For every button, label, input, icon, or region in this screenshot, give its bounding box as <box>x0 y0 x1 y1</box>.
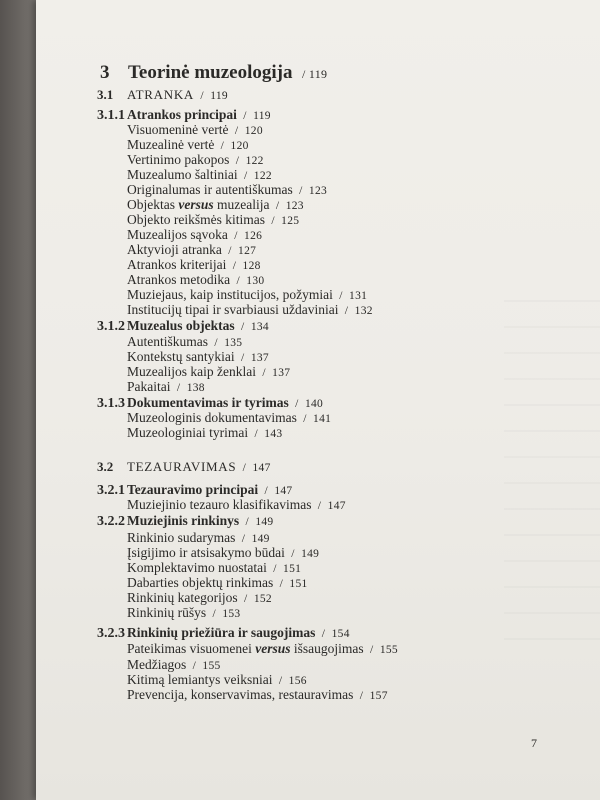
toc-entry <box>127 575 308 591</box>
toc-entry <box>127 137 249 153</box>
toc-entry <box>127 425 282 441</box>
entry-page: / 119 <box>194 90 228 102</box>
entry-number: 3.1.2 <box>97 319 125 334</box>
toc-entry <box>127 364 290 380</box>
toc-entry <box>127 641 398 657</box>
entry-page: / 155 <box>363 644 398 656</box>
entry-title: Muzealus objektas <box>127 318 235 333</box>
toc-entry <box>127 672 307 688</box>
toc-entry <box>127 182 327 198</box>
entry-title: ATRANKA <box>127 87 195 102</box>
show-through <box>504 300 600 660</box>
entry-title: Rinkinių kategorijos <box>127 590 238 605</box>
entry-page: / 147 <box>236 462 271 474</box>
toc-entry <box>127 657 221 673</box>
entry-page: / 140 <box>288 398 324 410</box>
entry-page: / 141 <box>296 413 332 425</box>
entry-page: / 149 <box>235 533 270 545</box>
entry-page: / 154 <box>315 628 350 640</box>
entry-title: Pateikimas visuomenei versus išsaugojimas <box>127 641 364 656</box>
toc-entry <box>127 530 270 546</box>
entry-page: / 131 <box>332 290 368 302</box>
entry-page: / 137 <box>234 352 269 364</box>
entry-number: 3.1.3 <box>97 396 125 411</box>
entry-title: Rinkinių rūšys <box>127 605 207 620</box>
entry-page: / 122 <box>237 170 272 182</box>
entry-page: / 132 <box>338 305 373 317</box>
toc-entry <box>97 513 274 530</box>
entry-title: Muzealumo šaltiniai <box>127 167 238 182</box>
entry-title: Pakaitai <box>127 379 171 394</box>
toc-entry <box>127 197 304 213</box>
toc-entry <box>127 122 263 138</box>
entry-title: Muziejinio tezauro klasifikavimas <box>127 497 312 512</box>
entry-title: Muzeologinis dokumentavimas <box>127 410 297 425</box>
entry-page: / 156 <box>272 675 307 687</box>
entry-title: Rinkinių priežiūra ir saugojimas <box>127 625 316 640</box>
entry-page: / 151 <box>273 578 308 590</box>
entry-page: / 137 <box>255 367 291 379</box>
entry-page: / 130 <box>230 275 265 287</box>
entry-page: / 149 <box>239 516 274 528</box>
entry-title: Institucijų tipai ir svarbiausi uždaviniai <box>127 302 339 317</box>
entry-title: Muzealinė vertė <box>127 137 215 152</box>
entry-title: Objekto reikšmės kitimas <box>127 212 265 227</box>
entry-page: / 126 <box>227 230 263 242</box>
entry-page: / 120 <box>214 140 249 152</box>
entry-page: / 151 <box>266 563 302 575</box>
toc-entry <box>127 590 272 606</box>
folio-number: 7 <box>531 736 537 750</box>
entry-page: / 155 <box>186 660 221 672</box>
entry-title: Dokumentavimas ir tyrimas <box>127 395 289 410</box>
entry-page: / 135 <box>208 337 243 349</box>
entry-title: Atrankos metodika <box>127 272 231 287</box>
toc-entry <box>127 349 269 365</box>
entry-title: Komplektavimo nuostatai <box>127 560 267 575</box>
entry-title: Autentiškumas <box>127 334 208 349</box>
toc-entry <box>127 287 367 303</box>
background-left <box>0 0 40 800</box>
toc-entry <box>127 497 346 513</box>
toc-entry <box>97 87 228 103</box>
entry-number: 3.2.2 <box>97 514 125 529</box>
toc-entry <box>127 410 331 426</box>
entry-page: / 125 <box>264 215 300 227</box>
toc-entry <box>127 167 272 183</box>
toc-entry <box>97 318 269 335</box>
entry-title: Prevencija, konservavimas, restauravimas <box>127 687 354 702</box>
toc-entry <box>127 687 388 703</box>
entry-page: / 157 <box>353 690 388 702</box>
toc-entry <box>127 257 261 273</box>
toc-entry <box>127 272 264 288</box>
toc-entry <box>97 459 271 475</box>
entry-title: Originalumas ir autentiškumas <box>127 182 293 197</box>
toc-entry <box>127 545 319 561</box>
entry-number: 3.1 <box>97 87 114 102</box>
entry-title: Įsigijimo ir atsisakymo būdai <box>127 545 285 560</box>
entry-title: Tezauravimo principai <box>127 482 259 497</box>
entry-page: / 143 <box>248 428 283 440</box>
toc-entry <box>127 379 205 395</box>
entry-page: / 120 <box>228 125 263 137</box>
entry-title: Atrankos kriterijai <box>127 257 227 272</box>
entry-title: Rinkinio sudarymas <box>127 530 236 545</box>
entry-title: Objektas versus muzealija <box>127 197 270 212</box>
chapter-title-text: Teorinė muzeologija <box>128 62 293 83</box>
chapter-page: / 119 <box>301 67 328 81</box>
entry-title: Atrankos principai <box>127 107 237 122</box>
entry-page: / 152 <box>237 593 272 605</box>
entry-title: Muziejaus, kaip institucijos, požymiai <box>127 287 333 302</box>
entry-page: / 147 <box>311 500 346 512</box>
toc-entry <box>127 227 262 243</box>
toc-entry <box>97 625 350 642</box>
entry-title: Visuomeninė vertė <box>127 122 229 137</box>
entry-page: / 149 <box>284 548 320 560</box>
entry-number: 3.2.3 <box>97 626 125 641</box>
entry-title: Kontekstų santykiai <box>127 349 235 364</box>
entry-number: 3.1.1 <box>97 108 125 123</box>
entry-title: Muzealijos kaip ženklai <box>127 364 256 379</box>
entry-page: / 153 <box>206 608 241 620</box>
toc-entry <box>127 212 299 228</box>
entry-page: / 123 <box>292 185 328 197</box>
entry-title: TEZAURAVIMAS <box>127 459 237 474</box>
toc-entry <box>127 560 301 576</box>
entry-title: Muziejinis rinkinys <box>127 513 240 528</box>
entry-title: Aktyvioji atranka <box>127 242 222 257</box>
entry-page: / 138 <box>170 382 205 394</box>
entry-page: / 127 <box>221 245 257 257</box>
toc-entry <box>127 334 242 350</box>
entry-title: Medžiagos <box>127 657 187 672</box>
entry-title: Dabarties objektų rinkimas <box>127 575 274 590</box>
entry-number: 3.2.1 <box>97 483 125 498</box>
toc-entry <box>127 152 264 168</box>
entry-title: Vertinimo pakopos <box>127 152 230 167</box>
toc-entry <box>127 605 241 621</box>
entry-page: / 134 <box>234 321 269 333</box>
entry-page: / 128 <box>226 260 261 272</box>
entry-title: Muzealijos sąvoka <box>127 227 228 242</box>
entry-title: Kitimą lemiantys veiksniai <box>127 672 273 687</box>
entry-title: Muzeologiniai tyrimai <box>127 425 249 440</box>
entry-page: / 119 <box>236 110 271 122</box>
entry-page: / 123 <box>269 200 304 212</box>
toc-entry <box>127 302 373 318</box>
entry-page: / 122 <box>229 155 264 167</box>
entry-page: / 147 <box>258 485 293 497</box>
toc-entry <box>127 242 256 258</box>
entry-number: 3.2 <box>97 459 114 474</box>
chapter-number: 3 <box>100 62 110 83</box>
chapter-title <box>128 62 327 84</box>
